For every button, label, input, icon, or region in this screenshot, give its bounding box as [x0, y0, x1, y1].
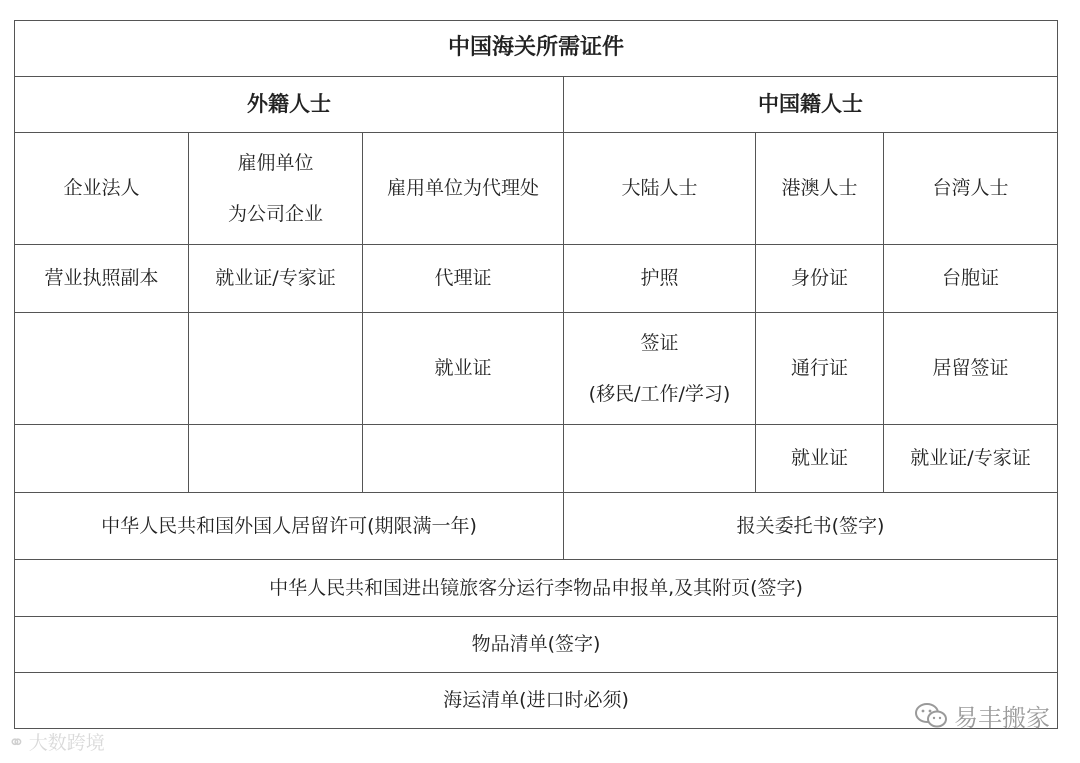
watermark-right	[914, 698, 1050, 733]
cell-customs-power-of-attorney: 报关委托书(签字)	[564, 493, 1058, 560]
cell-empty	[15, 313, 189, 425]
cell-travel-permit: 通行证	[756, 313, 884, 425]
cell-work-permit: 就业证	[363, 313, 564, 425]
header-employer-line1: 雇佣单位	[237, 151, 314, 174]
cell-visa-line1: 签证	[640, 331, 679, 354]
cell-empty	[15, 425, 189, 493]
cell-agency-certificate: 代理证	[363, 245, 564, 313]
cell-work-permit: 就业证	[756, 425, 884, 493]
watermark-left	[8, 728, 105, 755]
cell-id-card: 身份证	[756, 245, 884, 313]
header-employer-company	[189, 133, 363, 245]
cell-shipping-list: 海运清单(进口时必须)	[15, 673, 1058, 729]
cell-residence-visa: 居留签证	[884, 313, 1058, 425]
cell-empty	[363, 425, 564, 493]
customs-documents-table	[14, 20, 1058, 729]
cell-work-permit-expert: 就业证/专家证	[884, 425, 1058, 493]
weibo-logo-icon: ⚭	[8, 729, 25, 754]
cell-empty	[564, 425, 756, 493]
cell-business-license: 营业执照副本	[15, 245, 189, 313]
cell-baggage-declaration: 中华人民共和国进出镜旅客分运行李物品申报单,及其附页(签字)	[15, 560, 1058, 617]
header-employer-agency: 雇用单位为代理处	[363, 133, 564, 245]
group-foreign: 外籍人士	[15, 77, 564, 133]
watermark-right-text: 易丰搬家	[954, 704, 1050, 732]
group-chinese: 中国籍人士	[564, 77, 1058, 133]
cell-visa-line2: (移民/工作/学习)	[588, 382, 731, 405]
header-taiwan: 台湾人士	[884, 133, 1058, 245]
header-hk-macau: 港澳人士	[756, 133, 884, 245]
watermark-left-text: 大数跨境	[28, 732, 105, 754]
cell-item-list: 物品清单(签字)	[15, 617, 1058, 673]
cell-empty	[189, 313, 363, 425]
cell-foreigner-residence-permit: 中华人民共和国外国人居留许可(期限满一年)	[15, 493, 564, 560]
cell-empty	[189, 425, 363, 493]
cell-taiwan-compatriot-permit: 台胞证	[884, 245, 1058, 313]
wechat-icon	[914, 702, 948, 730]
cell-passport: 护照	[564, 245, 756, 313]
header-mainland: 大陆人士	[564, 133, 756, 245]
cell-work-permit-expert: 就业证/专家证	[189, 245, 363, 313]
cell-visa	[564, 313, 756, 425]
header-employer-line2: 为公司企业	[227, 202, 323, 225]
table-title: 中国海关所需证件	[15, 21, 1058, 77]
header-enterprise-legal-person: 企业法人	[15, 133, 189, 245]
